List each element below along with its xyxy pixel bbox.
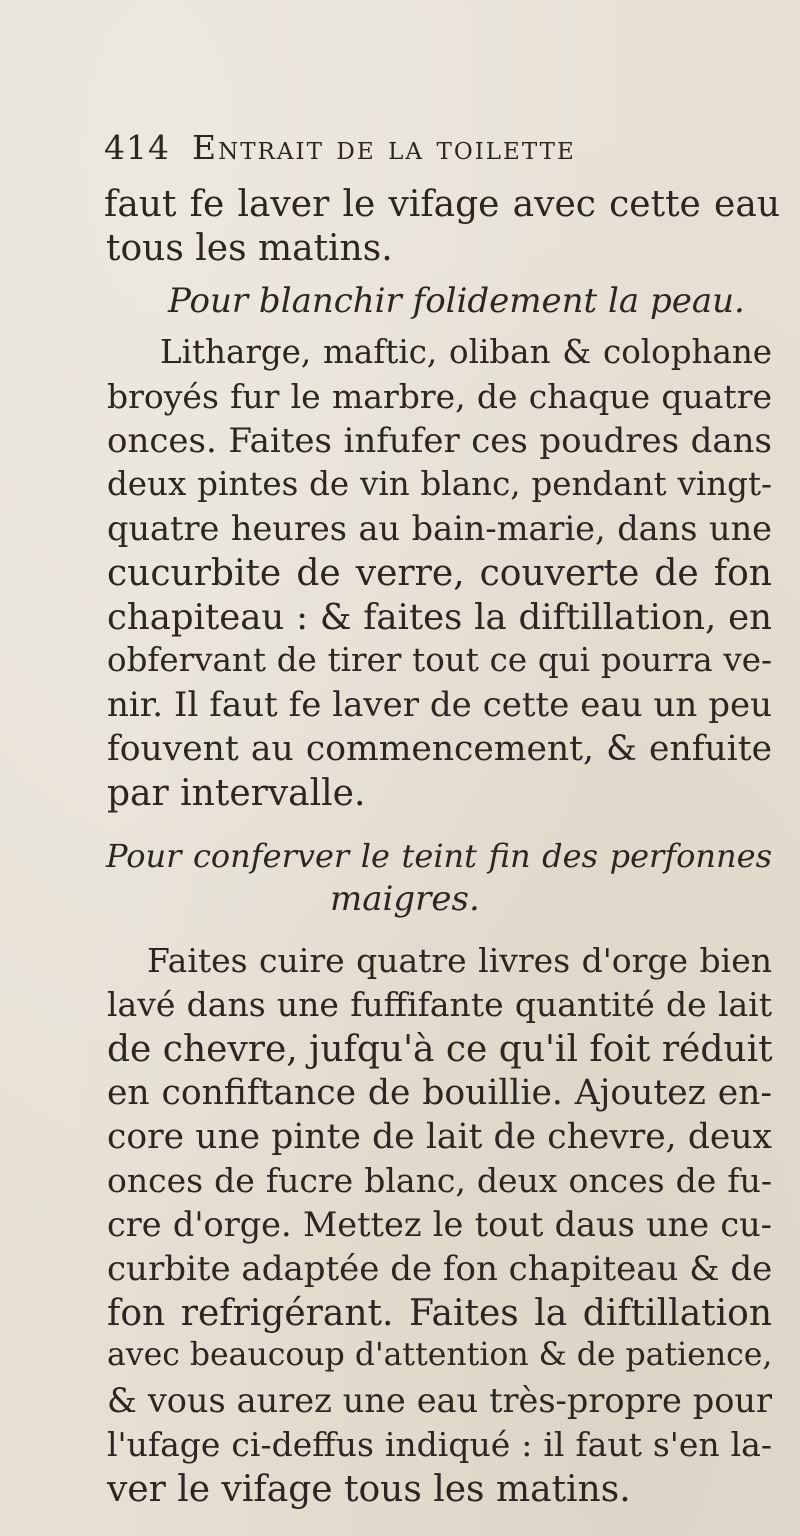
text-line: & vous aurez une eau très-propre pour xyxy=(107,1381,772,1420)
text-line: nir. Il faut fe laver de cette eau un peu xyxy=(107,685,772,725)
text-line: chapiteau : & faites la diftillation, en xyxy=(107,597,772,638)
text-line: ver le vifage tous les matins. xyxy=(107,1469,631,1510)
text-line: de chevre, jufqu'à ce qu'il foit réduit xyxy=(107,1029,773,1070)
running-title: Entrait de la toilette xyxy=(192,128,576,167)
running-header xyxy=(104,128,576,167)
text-line: fon refrigérant. Faites la diftillation xyxy=(107,1293,772,1334)
text-line: tous les matins. xyxy=(106,228,393,269)
text-line: cre d'orge. Mettez le tout daus une cu- xyxy=(107,1205,772,1244)
section-heading: Pour blanchir folidement la peau. xyxy=(168,281,745,321)
text-line: en confiftance de bouillie. Ajoutez en- xyxy=(107,1073,772,1113)
text-line: avec beaucoup d'attention & de patience, xyxy=(107,1337,773,1373)
text-line: broyés fur le marbre, de chaque quatre xyxy=(107,377,772,416)
text-line: curbite adaptée de fon chapiteau & de xyxy=(107,1249,773,1289)
text-line: obfervant de tirer tout ce qui pourra ve- xyxy=(107,641,772,679)
text-line: fouvent au commencement, & enfuite xyxy=(107,729,772,769)
text-line: cucurbite de verre, couverte de fon xyxy=(107,553,772,594)
text-line: par intervalle. xyxy=(107,773,366,814)
text-line: onces de fucre blanc, deux onces de fu- xyxy=(107,1161,772,1200)
section-heading: Pour conferver le teint fin des perfonnes xyxy=(106,837,772,875)
text-line: Litharge, maftic, oliban & colophane xyxy=(160,333,772,371)
section-heading-continued: maigres. xyxy=(330,879,480,919)
text-line: quatre heures au bain-marie, dans une xyxy=(107,509,772,548)
text-line: Faites cuire quatre livres d'orge bien xyxy=(147,941,772,980)
text-line: l'ufage ci-deffus indiqué : il faut s'en la- xyxy=(107,1425,772,1464)
text-line: core une pinte de lait de chevre, deux xyxy=(107,1117,772,1157)
text-line: deux pintes de vin blanc, pendant vingt- xyxy=(107,465,772,503)
text-line: onces. Faites infufer ces poudres dans xyxy=(107,421,772,461)
page-number: 414 xyxy=(104,128,170,167)
text-line: faut fe laver le vifage avec cette eau xyxy=(104,184,780,225)
text-line: lavé dans une fuffifante quantité de lait xyxy=(107,985,772,1024)
